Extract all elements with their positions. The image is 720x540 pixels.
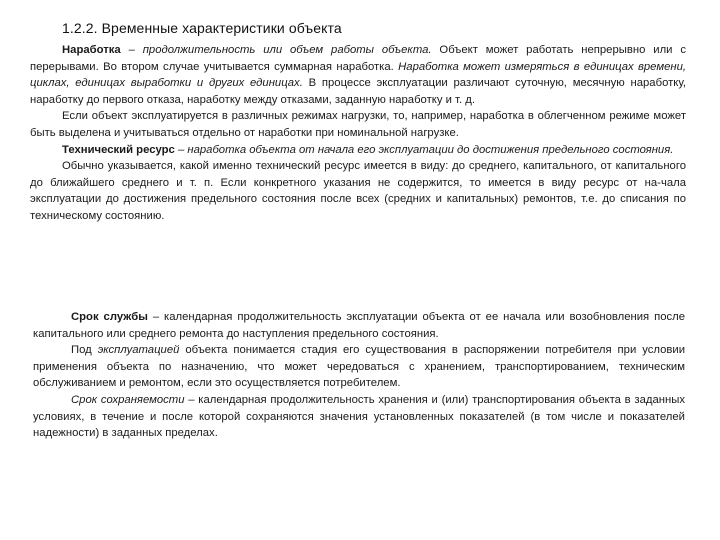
paragraph-exploitation [33,342,685,392]
paragraph-text: В процессе эксплуатации различают суточную, месячную наработку, наработку до первого отказа, наработку между отказами, заданную наработку и т. д. [30,77,686,106]
text-block-upper [30,42,686,225]
term-operating-time: Наработка [62,44,121,56]
term-technical-resource: Технический ресурс [62,143,175,156]
text-block-lower [33,309,685,442]
section-title: 1.2.2. Временные характеристики объекта [62,20,342,36]
term-dash: – [174,143,188,156]
term-service-life: Срок службы [71,311,148,323]
definition-exploitation: объекта понимается стадия его существования в распоряжении потребителя при условии применения объекта по назначению, что может чередоваться с хранением, транспортированием, техническим обслуживанием и ремонтом, если это осуществляется потребителем. [33,344,686,390]
definition-operating-time: продолжительность или объем работы объекта. [142,44,432,56]
paragraph-storage-period [33,392,685,442]
paragraph-italic-text: Наработка может измеряться в единицах времени, циклах, единицах выработки и других единицах. [30,60,686,90]
paragraph-load-modes: Если объект эксплуатируется в различных режимах нагрузки, то, например, наработка в облегченном режиме может быть выделена и учитываться отдельно от наработки при номинальной нагрузке. [30,110,686,139]
paragraph-lead: Под [71,344,98,357]
term-storage-period: Срок сохраняемости [71,393,185,406]
paragraph-resource-types: Обычно указывается, какой именно технический ресурс имеется в виду: до среднего, капитального, от капитального до ближайшего среднего и т. п. Если конкретного указания не содержится, то имеется в виду ресурс от на-чала эксплуатации до достижения предельного состояния после всех (средних и капитальных) ремонтов, т.е. до списания по техническому состоянию. [30,160,686,222]
term-dash: – [120,44,143,56]
definition-service-life: – календарная продолжительность эксплуатации объекта от ее начала или возобновления после капитального или среднего ремонта до наступления предельного состояния. [33,311,685,340]
paragraph-operating-time [30,42,686,108]
definition-storage-period: – календарная продолжительность хранения и (или) транспортирования объекта в заданных условиях, в течение и после которой сохраняются значения установленных показателей (в том числе и показателей надежности) в заданных пределах. [33,393,686,440]
definition-technical-resource: наработка объекта от начала его эксплуатации до достижения предельного состояния. [187,143,674,156]
term-exploitation: эксплуатацией [97,344,180,357]
paragraph-technical-resource [30,142,686,159]
paragraph-service-life [33,309,685,342]
paragraph-text: Объект может работать непрерывно или с перерывами. Во втором случае учитывается суммарная наработка. [30,44,686,73]
